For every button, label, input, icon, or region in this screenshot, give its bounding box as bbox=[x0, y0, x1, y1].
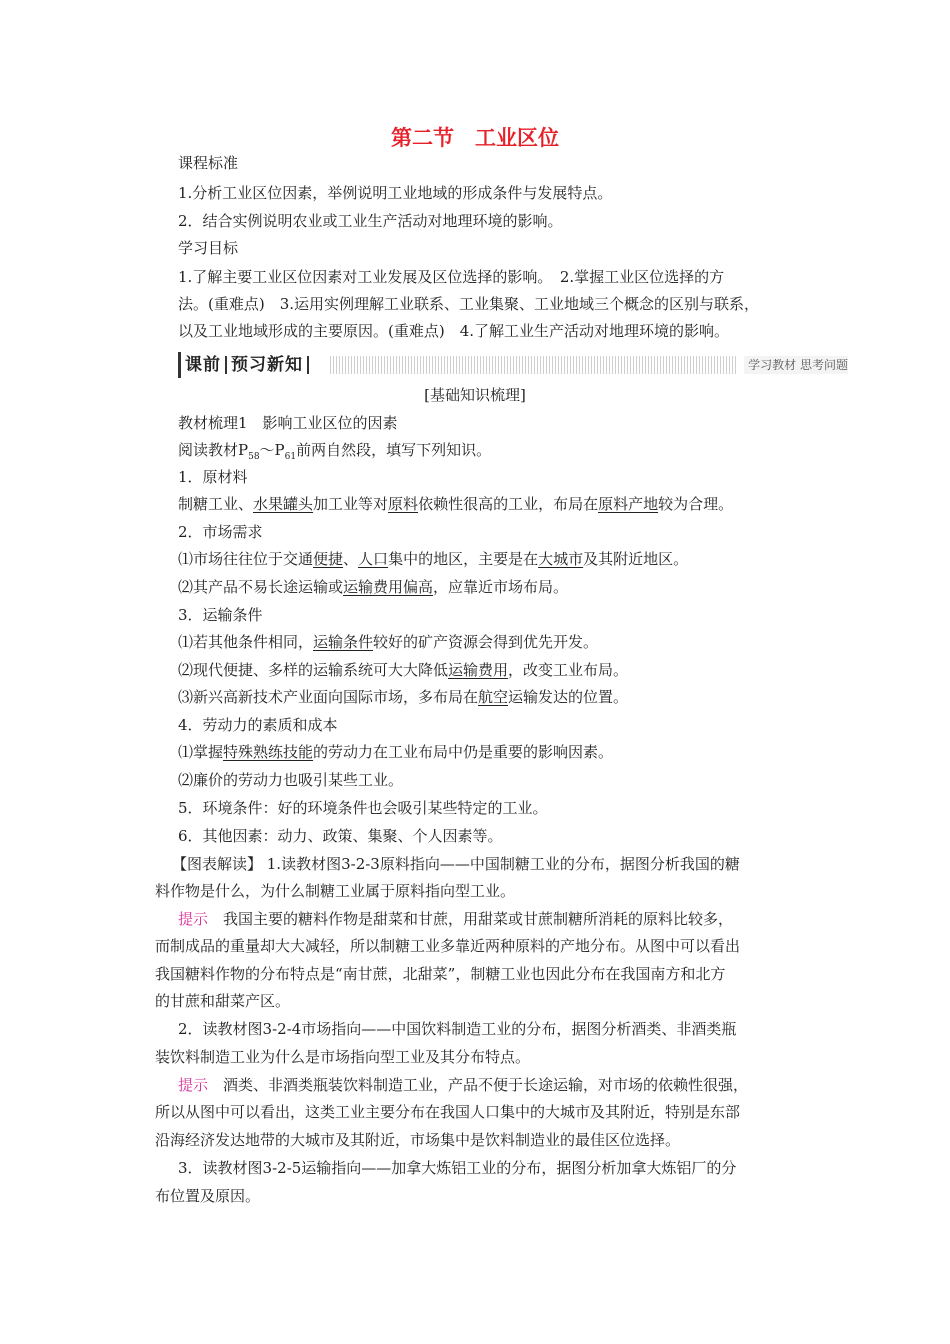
question-3-line-1: 3．读教材图3-2-5运输指向——加拿大炼铝工业的分布，据图分析加拿大炼铝厂的分 bbox=[178, 1159, 737, 1177]
objectives-heading: 学习目标 bbox=[178, 239, 239, 257]
banner-separator bbox=[307, 356, 309, 374]
section-banner bbox=[178, 352, 848, 378]
topic-heading: 教材梳理1 影响工业区位的因素 bbox=[178, 414, 398, 432]
raw-material-text: 制糖工业、水果罐头加工业等对原料依赖性很高的工业，布局在原料产地较为合理。 bbox=[178, 495, 734, 513]
transport-item-2: ⑵现代便捷、多样的运输系统可大大降低运输费用，改变工业布局。 bbox=[178, 661, 629, 679]
raw-material-heading: 1．原材料 bbox=[178, 468, 248, 486]
banner-stripe bbox=[330, 356, 738, 374]
objectives-line-1: 1.了解主要工业区位因素对工业发展及区位选择的影响。 2.掌握工业区位选择的方 bbox=[178, 268, 725, 286]
curriculum-heading: 课程标准 bbox=[178, 154, 239, 172]
transport-item-1: ⑴若其他条件相同，运输条件较好的矿产资源会得到优先开发。 bbox=[178, 633, 599, 651]
banner-title bbox=[178, 352, 313, 378]
curriculum-item-1: 1.分析工业区位因素，举例说明工业地域的形成条件与发展特点。 bbox=[178, 184, 613, 202]
market-item-1: ⑴市场往往位于交通便捷、人口集中的地区，主要是在大城市及其附近地区。 bbox=[178, 550, 689, 568]
answer-2-line-3: 沿海经济发达地带的大城市及其附近，市场集中是饮料制造业的最佳区位选择。 bbox=[155, 1131, 681, 1149]
market-item-2: ⑵其产品不易长途运输或运输费用偏高，应靠近市场布局。 bbox=[178, 578, 569, 596]
question-1-line-1: 【图表解读】 1.读教材图3-2-3原料指向——中国制糖工业的分布，据图分析我国的糖 bbox=[172, 855, 740, 873]
labor-item-2: ⑵廉价的劳动力也吸引某些工业。 bbox=[178, 771, 404, 789]
answer-2-line-2: 所以从图中可以看出，这类工业主要分布在我国人口集中的大城市及其附近，特别是东部 bbox=[155, 1103, 741, 1121]
answer-2-first: 提示 酒类、非酒类瓶装饮料制造工业，产品不便于长途运输，对市场的依赖性很强， bbox=[178, 1076, 749, 1094]
page-title: 第二节 工业区位 bbox=[391, 126, 559, 150]
banner-part-2: 预习新知 bbox=[231, 355, 303, 375]
objectives-line-3: 以及工业地域形成的主要原因。(重难点) 4.了解工业生产活动对地理环境的影响。 bbox=[178, 322, 730, 340]
market-heading: 2．市场需求 bbox=[178, 523, 263, 541]
labor-heading: 4．劳动力的素质和成本 bbox=[178, 716, 338, 734]
question-2-line-2: 装饮料制造工业为什么是市场指向型工业及其分布特点。 bbox=[155, 1048, 531, 1066]
other-factors-item: 6．其他因素：动力、政策、集聚、个人因素等。 bbox=[178, 827, 503, 845]
question-1-line-2: 料作物是什么，为什么制糖工业属于原料指向型工业。 bbox=[155, 882, 516, 900]
answer-1-line-2: 而制成品的重量却大大减轻，所以制糖工业多靠近两种原料的产地分布。从图中可以看出 bbox=[155, 937, 741, 955]
curriculum-item-2: 2．结合实例说明农业或工业生产活动对地理环境的影响。 bbox=[178, 212, 563, 230]
objectives-line-2: 法。(重难点) 3.运用实例理解工业联系、工业集聚、工业地域三个概念的区别与联系， bbox=[178, 295, 760, 313]
hint-label: 提示 bbox=[178, 910, 209, 928]
answer-1-line-3: 我国糖料作物的分布特点是“南甘蔗，北甜菜”，制糖工业也因此分布在我国南方和北方 bbox=[155, 965, 726, 983]
labor-item-1: ⑴掌握特殊熟练技能的劳动力在工业布局中仍是重要的影响因素。 bbox=[178, 743, 614, 761]
banner-tagline: 学习教材 思考问题 bbox=[744, 356, 848, 374]
banner-separator bbox=[225, 356, 227, 374]
question-2-line-1: 2．读教材图3-2-4市场指向——中国饮料制造工业的分布，据图分析酒类、非酒类瓶 bbox=[178, 1020, 737, 1038]
banner-part-1: 课前 bbox=[185, 355, 221, 375]
reading-instruction: 阅读教材$P_{58}\sim P_{61}$前两自然段，填写下列知识。 bbox=[178, 441, 492, 462]
question-3-line-2: 布位置及原因。 bbox=[155, 1187, 261, 1205]
transport-heading: 3．运输条件 bbox=[178, 606, 263, 624]
section-heading: [基础知识梳理] bbox=[424, 386, 526, 404]
answer-1-first: 提示 我国主要的糖料作物是甜菜和甘蔗，用甜菜或甘蔗制糖所消耗的原料比较多， bbox=[178, 910, 734, 928]
hint-label: 提示 bbox=[178, 1076, 209, 1094]
environment-item: 5．环境条件：好的环境条件也会吸引某些特定的工业。 bbox=[178, 799, 548, 817]
transport-item-3: ⑶新兴高新技术产业面向国际市场，多布局在航空运输发达的位置。 bbox=[178, 688, 629, 706]
answer-1-line-4: 的甘蔗和甜菜产区。 bbox=[155, 992, 291, 1010]
